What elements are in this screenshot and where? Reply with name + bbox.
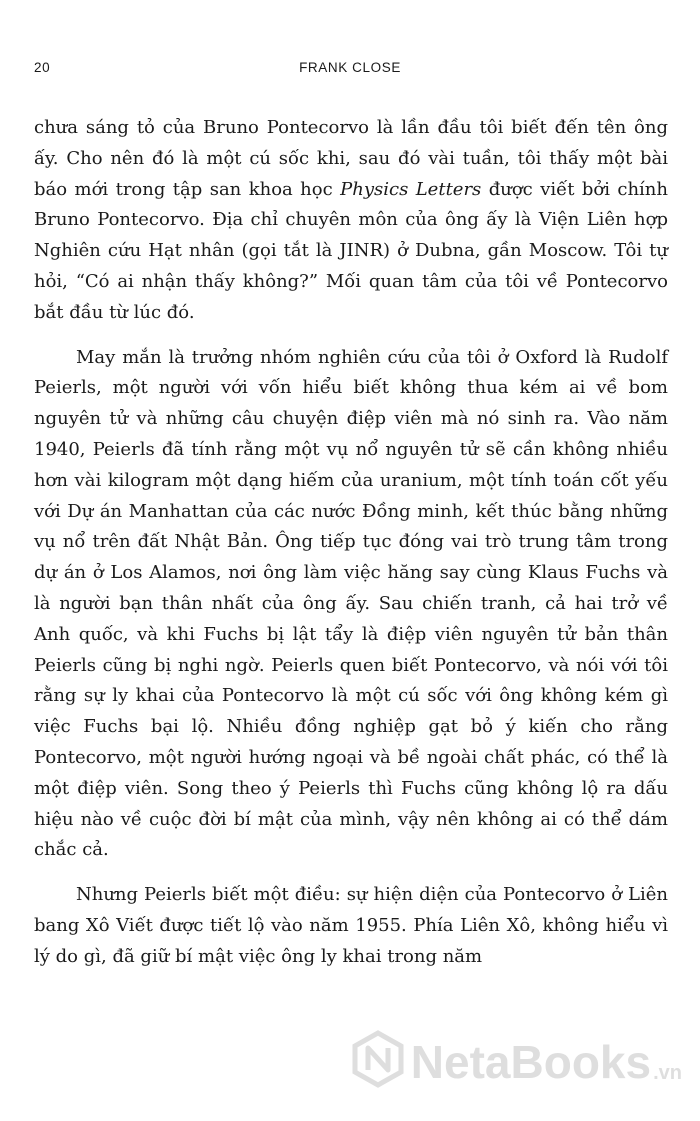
watermark-tld: .vn xyxy=(653,1062,682,1084)
paragraph-1-text-a: chưa sáng tỏ của Bruno Pontecorvo là lần đầu tôi biết đến tên ông ấy. Cho nên đó là một cú sốc khi, sau đó vài tuần, tôi thấy một bài báo mới trong tập san khoa học xyxy=(34,117,668,200)
paragraph-2: May mắn là trưởng nhóm nghiên cứu của tôi ở Oxford là Rudolf Peierls, một người với vốn hiểu biết không thua kém ai về bom nguyên tử và những câu chuyện điệp viên mà nó sinh ra. Vào năm 1940, Peierls đã tính rằng một vụ nổ nguyên tử sẽ cần không nhiều hơn vài kilogram một dạng hiếm của uranium, một tính toán cốt yếu với Dự án Manhattan của các nước Đồng minh, kết thúc bằng những vụ nổ trên đất Nhật Bản. Ông tiếp tục đóng vai trò trung tâm trong dự án ở Los Alamos, nơi ông làm việc hăng say cùng Klaus Fuchs và là người bạn thân nhất của ông ấy. Sau chiến tranh, cả hai trở về Anh quốc, và khi Fuchs bị lật tẩy là điệp viên nguyên tử bản thân Peierls cũng bị nghi ngờ. Peierls quen biết Pontecorvo, và nói với tôi rằng sự ly khai của Pontecorvo là một cú sốc với ông không kém gì việc Fuchs bại lộ. Nhiều đồng nghiệp gạt bỏ ý kiến cho rằng Pontecorvo, một người hướng ngoại và bề ngoài chất phác, có thể là một điệp viên. Song theo ý Peierls thì Fuchs cũng không lộ ra dấu hiệu nào về cuộc đời bí mật của mình, vậy nên không ai có thể dám chắc cả. xyxy=(34,346,668,861)
paragraph-1-text-b: được viết bởi chính Bruno Pontecorvo. Địa chỉ chuyên môn của ông ấy là Viện Liên hợp Nghiên cứu Hạt nhân (gọi tắt là JINR) ở Dubna, gần Moscow. Tôi tự hỏi, “Có ai nhận thấy không?” Mối quan tâm của tôi về Pontecorvo bắt đầu từ lúc đó. xyxy=(34,178,668,323)
paragraph-1 xyxy=(34,113,668,329)
running-head: FRANK CLOSE xyxy=(299,60,401,75)
page-number: 20 xyxy=(34,60,51,75)
watermark xyxy=(351,1030,682,1093)
watermark-brand: NetaBooks xyxy=(410,1035,652,1088)
paragraph-3: Nhưng Peierls biết một điều: sự hiện diện của Pontecorvo ở Liên bang Xô Viết được tiết lộ vào năm 1955. Phía Liên Xô, không hiểu vì lý do gì, đã giữ bí mật việc ông ly khai trong năm xyxy=(34,884,668,967)
body-text xyxy=(34,113,668,987)
page-header xyxy=(34,60,666,82)
journal-title: Physics Letters xyxy=(340,178,482,200)
hexagon-n-logo-icon xyxy=(351,1030,405,1093)
